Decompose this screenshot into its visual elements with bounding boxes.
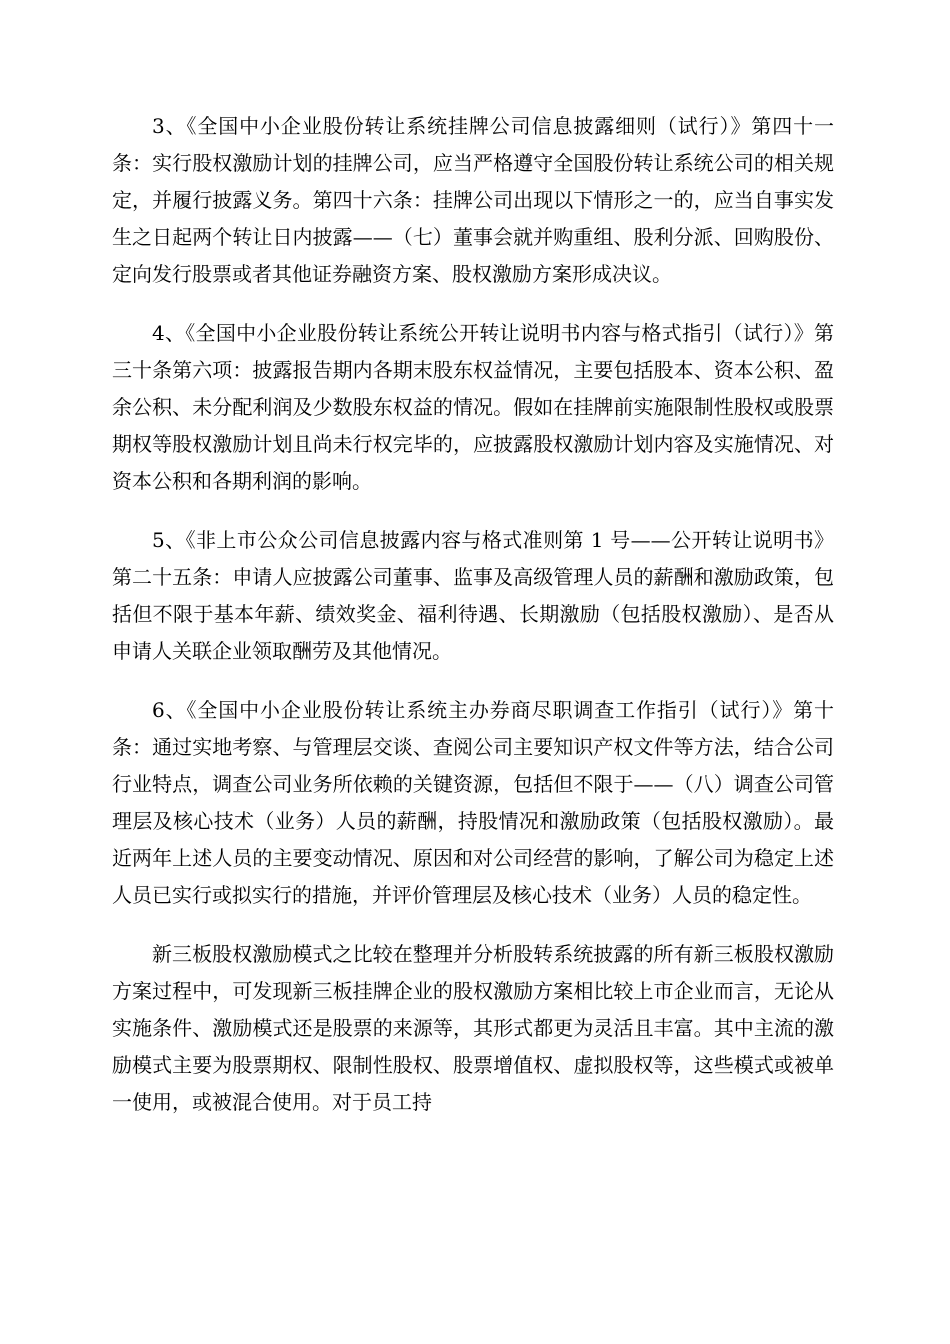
document-page: [112, 108, 834, 1143]
paragraph-article-3: 3、《全国中小企业股份转让系统挂牌公司信息披露细则（试行）》第四十一条：实行股权激励计划的挂牌公司，应当严格遵守全国股份转让系统公司的相关规定，并履行披露义务。第四十六条：挂牌公司出现以下情形之一的，应当自事实发生之日起两个转让日内披露——（七）董事会就并购重组、股利分派、回购股份、定向发行股票或者其他证券融资方案、股权激励方案形成决议。: [112, 114, 834, 286]
paragraph-model-comparison: 新三板股权激励模式之比较在整理并分析股转系统披露的所有新三板股权激励方案过程中，可发现新三板挂牌企业的股权激励方案相比较上市企业而言，无论从实施条件、激励模式还是股票的来源等，其形式都更为灵活且丰富。其中主流的激励模式主要为股票期权、限制性股权、股票增值权、虚拟股权等，这些模式或被单一使用，或被混合使用。对于员工持: [112, 942, 834, 1114]
paragraph-article-6: 6、《全国中小企业股份转让系统主办券商尽职调查工作指引（试行）》第十条：通过实地考察、与管理层交谈、查阅公司主要知识产权文件等方法，结合公司行业特点，调查公司业务所依赖的关键资源，包括但不限于——（八）调查公司管理层及核心技术（业务）人员的薪酬，持股情况和激励政策（包括股权激励）。最近两年上述人员的主要变动情况、原因和对公司经营的影响，了解公司为稳定上述人员已实行或拟实行的措施，并评价管理层及核心技术（业务）人员的稳定性。: [112, 698, 834, 907]
paragraph-article-5: 5、《非上市公众公司信息披露内容与格式准则第 1 号——公开转让说明书》第二十五条：申请人应披露公司董事、监事及高级管理人员的薪酬和激励政策，包括但不限于基本年薪、绩效奖金、福利待遇、长期激励（包括股权激励）、是否从申请人关联企业领取酬劳及其他情况。: [112, 528, 834, 663]
paragraph-article-4: 4、《全国中小企业股份转让系统公开转让说明书内容与格式指引（试行）》第三十条第六项：披露报告期内各期末股东权益情况，主要包括股本、资本公积、盈余公积、未分配利润及少数股东权益的情况。假如在挂牌前实施限制性股权或股票期权等股权激励计划且尚未行权完毕的，应披露股权激励计划内容及实施情况、对资本公积和各期利润的影响。: [112, 321, 834, 493]
